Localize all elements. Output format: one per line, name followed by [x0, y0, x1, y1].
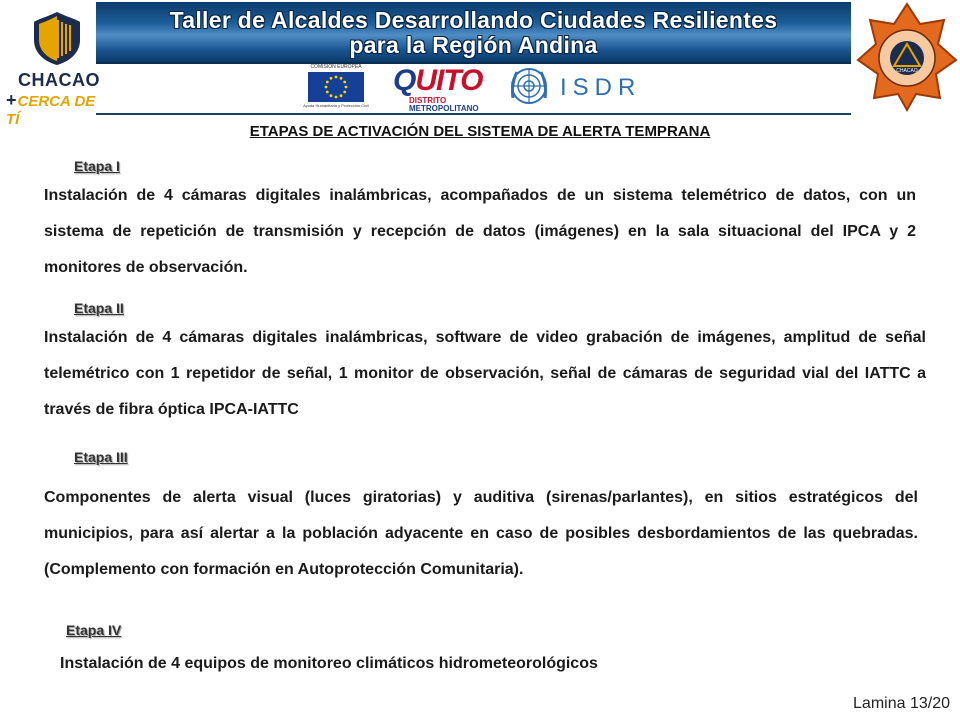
eu-caption: COMISIÓN EUROPEA — [310, 64, 362, 70]
quito-q: Q — [393, 64, 416, 97]
quito-wordmark — [393, 64, 482, 98]
chacao-tagline-text: CERCA DE TÍ — [6, 93, 96, 128]
banner-title-line1: Taller de Alcaldes Desarrollando Ciudades Resilientes — [169, 7, 778, 33]
banner-title-line2: para la Región Andina — [349, 32, 598, 58]
slide-number: Lamina 13/20 — [853, 695, 950, 712]
isdr-logo — [556, 64, 648, 110]
proteccion-civil-badge — [856, 2, 958, 112]
eu-flag-icon — [308, 72, 364, 102]
un-emblem-icon — [507, 64, 551, 110]
chacao-logo — [6, 10, 100, 128]
quito-subtitle-1: DISTRITO — [409, 96, 447, 105]
stage-1-label: Etapa I — [74, 158, 120, 174]
stage-3-text: Componentes de alerta visual (luces giratorias) y auditiva (sirenas/parlantes), en sitios estratégicos del municipios, para así alertar a la población adyacente en caso de posibles desbordamientos de las quebradas. (Complemento con formación en Autoprotección Comunitaria). — [44, 489, 918, 578]
slide-title: ETAPAS DE ACTIVACIÓN DEL SISTEMA DE ALERTA TEMPRANA — [249, 123, 711, 140]
stage-1-text: Instalación de 4 cámaras digitales inalámbricas, acompañados de un sistema telemétrico de datos, con un sistema de repetición de transmisión y recepción de datos (imágenes) en la sala situacional del IPCA y 2 monitores de observación. — [44, 187, 916, 276]
header-divider — [96, 113, 851, 115]
chacao-shield-icon — [32, 10, 82, 66]
chacao-name: CHACAO — [18, 70, 100, 90]
pc-badge-center: CHACAO — [896, 68, 918, 74]
european-commission-logo — [302, 64, 370, 110]
stage-4-text: Instalación de 4 equipos de monitoreo climáticos hidrometeorológicos — [60, 655, 598, 672]
plus-icon: + — [6, 90, 17, 110]
united-nations-logo — [507, 64, 551, 110]
stage-4-label: Etapa IV — [66, 622, 122, 638]
quito-subtitle-2: METROPOLITANO — [409, 104, 479, 113]
eu-footer: Ayuda Humanitaria y Protección Civil — [303, 103, 369, 108]
proteccion-civil-star-icon — [856, 2, 958, 112]
event-banner — [96, 2, 851, 64]
stage-3-label: Etapa III — [74, 449, 128, 465]
quito-name: UITO — [415, 64, 483, 97]
quito-logo — [385, 64, 505, 113]
stage-2-text: Instalación de 4 cámaras digitales inalámbricas, software de video grabación de imágenes, amplitud de señal telemétrico con 1 repetidor de señal, 1 monitor de observación, señal de cámaras de seguridad vial del IATTC a través de fibra óptica IPCA-IATTC — [44, 329, 926, 418]
isdr-wordmark: ISDR — [560, 74, 642, 101]
stage-2-label: Etapa II — [74, 300, 124, 316]
